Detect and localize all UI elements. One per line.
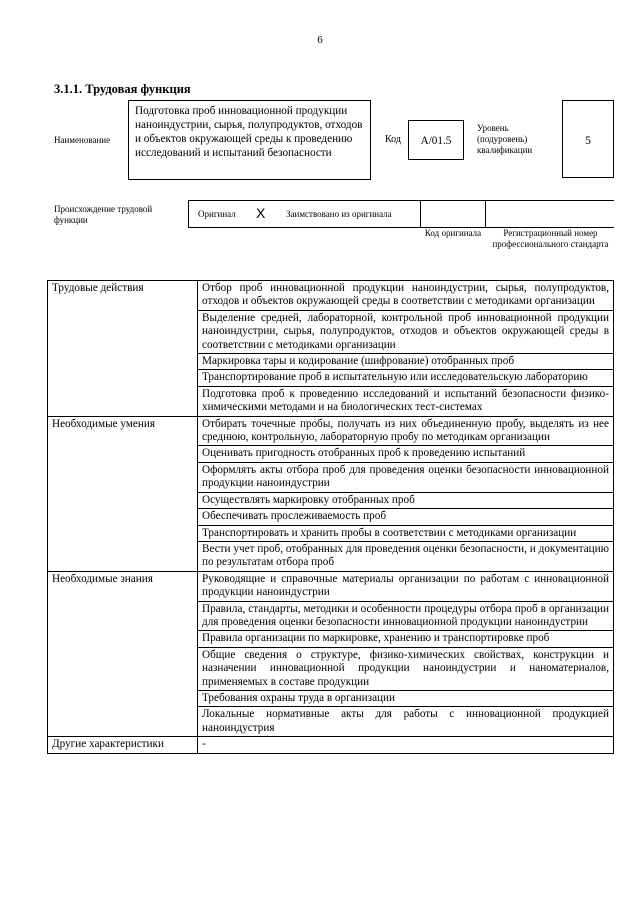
section-item: Транспортировать и хранить пробы в соответствии с методиками организации (198, 525, 614, 541)
section-item: Выделение средней, лабораторной, контрольной проб инновационной продукции наноиндустрии, сырья, полупродуктов, отходов и объектов окружающей среды в соответствии с методиками организации (198, 310, 614, 353)
table-row (48, 416, 614, 446)
section-category: Трудовые действия (48, 281, 198, 417)
section-category: Необходимые знания (48, 571, 198, 736)
section-title: 3.1.1. Трудовая функция (54, 82, 191, 96)
name-value: Подготовка проб инновационной продукции наноиндустрии, сырья, полупродуктов, отходов и объектов окружающей среды к проведению исследований и испытаний безопасности (135, 105, 363, 159)
section-item: Вести учет проб, отобранных для проведения оценки безопасности, и документацию по результатам отбора проб (198, 541, 614, 571)
code-label: Код (385, 134, 401, 145)
registration-number-caption: Регистрационный номер профессионального стандарта (492, 228, 609, 249)
section-item: Правила, стандарты, методики и особенности процедуры отбора проб в организации для проведения оценки безопасности инновационной продукции наноиндустрии (198, 601, 614, 631)
section-item: Обеспечивать прослеживаемость проб (198, 509, 614, 525)
table-row (48, 281, 614, 311)
origin-label: Происхождение трудовой функции (54, 204, 153, 225)
name-value-box (128, 100, 371, 180)
section-item: Требования охраны труда в организации (198, 690, 614, 706)
section-item: Оформлять акты отбора проб для проведения оценки безопасности инновационной продукции наноиндустрии (198, 462, 614, 492)
level-label: Уровень (подуровень) квалификации (477, 123, 533, 155)
section-item: Общие сведения о структуре, физико-химических свойствах, конструкции и назначении инновационной продукции наноиндустрии и наноматериалов, применяемых в составе продукции (198, 647, 614, 690)
page-number: 6 (317, 34, 323, 46)
level-value-box (562, 100, 614, 178)
section-item: - (198, 737, 614, 753)
table-row (48, 737, 614, 753)
level-value: 5 (585, 133, 591, 147)
origin-divider (485, 200, 486, 228)
section-item: Правила организации по маркировке, хранению и транспортировке проб (198, 631, 614, 647)
code-value: А/01.5 (420, 135, 452, 147)
section-item: Руководящие и справочные материалы организации по работам с инновационной продукции наноиндустрии (198, 571, 614, 601)
origin-divider (420, 200, 421, 228)
section-item: Транспортирование проб в испытательную или исследовательскую лабораторию (198, 370, 614, 386)
section-item: Маркировка тары и кодирование (шифрование) отобранных проб (198, 354, 614, 370)
table-row (48, 571, 614, 601)
section-category: Другие характеристики (48, 737, 198, 753)
name-label: Наименование (54, 135, 111, 145)
section-item: Отбор проб инновационной продукции наноиндустрии, сырья, полупродуктов, отходов и объектов окружающей среды в соответствии с методиками организации (198, 281, 614, 311)
origin-row (188, 200, 614, 228)
original-label: Оригинал (198, 209, 236, 219)
labor-function-table (47, 280, 614, 754)
section-item: Подготовка проб к проведению исследований и испытаний безопасности физико-химическими методами и на биологических тест-системах (198, 386, 614, 416)
original-mark: X (256, 205, 266, 221)
section-item: Осуществлять маркировку отобранных проб (198, 492, 614, 508)
borrowed-label: Заимствовано из оригинала (286, 209, 392, 219)
section-category: Необходимые умения (48, 416, 198, 571)
code-value-box (408, 120, 464, 160)
section-item: Локальные нормативные акты для работы с инновационной продукцией наноиндустрия (198, 707, 614, 737)
section-item: Отбирать точечные пробы, получать из них объединенную пробу, выделять из нее среднюю, контрольную, лабораторную пробу по методикам организации (198, 416, 614, 446)
code-original-caption: Код оригинала (424, 228, 482, 238)
section-item: Оценивать пригодность отобранных проб к проведению испытаний (198, 446, 614, 462)
